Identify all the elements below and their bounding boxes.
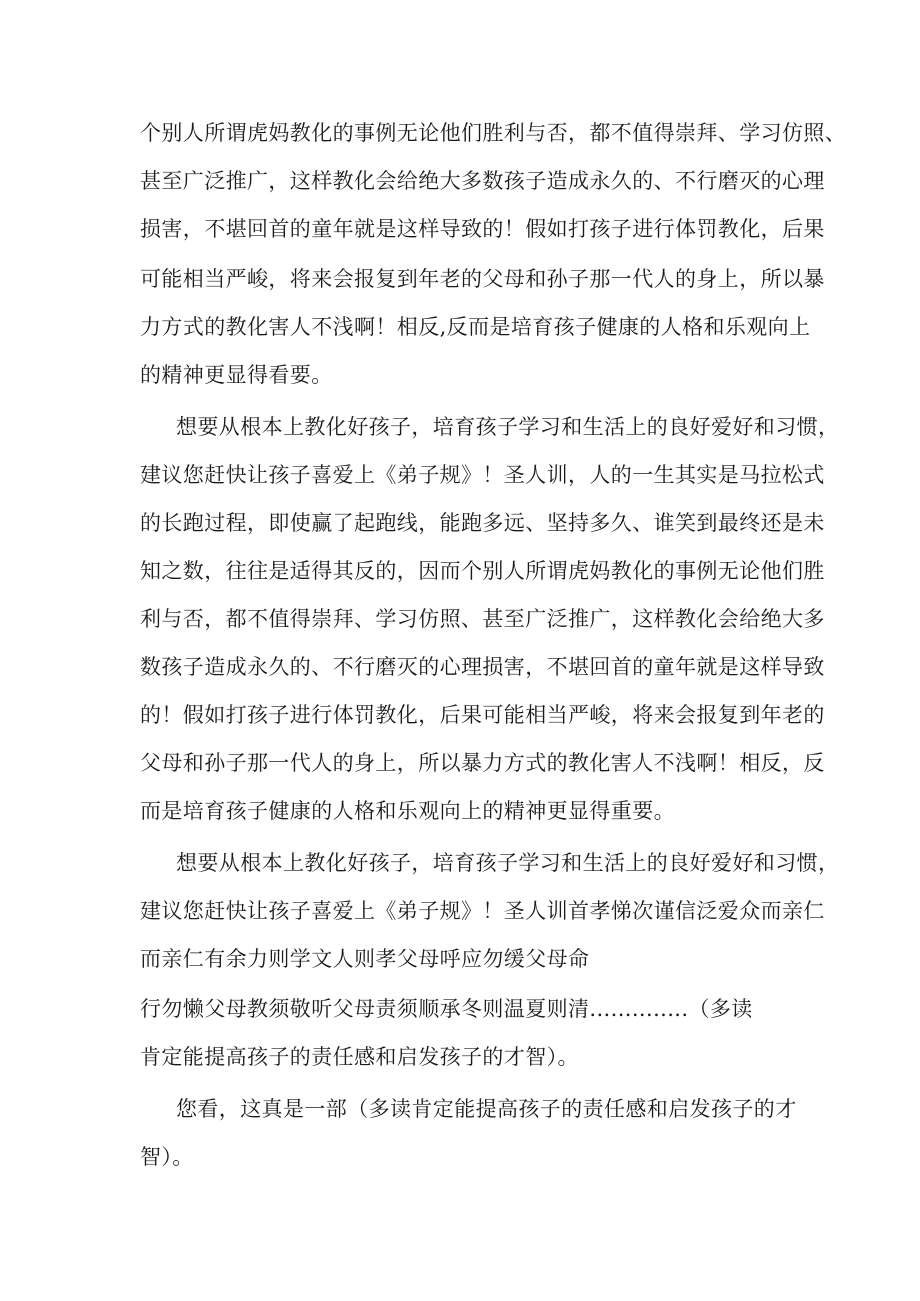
text-line-2: 甚至广泛推广，这样教化会给绝大多数孩子造成永久的、不行磨灭的心理 (140, 169, 825, 193)
text-line-11: 利与否，都不值得崇拜、学习仿照、甚至广泛推广，这样教化会给绝大多 (140, 607, 825, 631)
text-line-16: 想要从根本上教化好孩子，培育孩子学习和生活上的良好爱好和习惯， (176, 851, 840, 875)
text-line-8: 建议您赶快让孩子喜爱上《弟子规》！圣人训，人的一生其实是马拉松式 (140, 463, 825, 487)
text-line-9: 的长跑过程，即使赢了起跑线，能跑多远、坚持多久、谁笑到最终还是未 (140, 511, 825, 535)
text-line-7: 想要从根本上教化好孩子，培育孩子学习和生活上的良好爱好和习惯， (176, 415, 840, 439)
text-line-6: 的精神更显得看要。 (140, 363, 333, 387)
text-line-12: 数孩子造成永久的、不行磨灭的心理损害，不堪回首的童年就是这样导致 (140, 655, 825, 679)
text-line-14: 父母和孙子那一代人的身上，所以暴力方式的教化害人不浅啊！相反，反 (140, 751, 825, 775)
text-line-22: 智）。 (140, 1145, 194, 1169)
text-line-10: 知之数，往往是适得其反的，因而个别人所谓虎妈教化的事例无论他们胜 (140, 559, 825, 583)
text-line-19: 行勿懒父母教须敬听父母责须顺承冬则温夏则清..............（多读 (140, 997, 753, 1021)
text-line-17: 建议您赶快让孩子喜爱上《弟子规》！圣人训首孝悌次谨信泛爱众而亲仁 (140, 899, 825, 923)
text-line-3: 损害，不堪回首的童年就是这样导致的！假如打孩子进行体罚教化，后果 (140, 217, 825, 241)
text-line-21: 您看，这真是一部（多读肯定能提高孩子的责任感和启发孩子的才 (176, 1097, 797, 1121)
text-line-18: 而亲仁有余力则学文人则孝父母呼应勿缓父母命 (140, 947, 590, 971)
text-line-15: 而是培育孩子健康的人格和乐观向上的精神更显得重要。 (140, 799, 675, 823)
text-line-1: 个别人所谓虎妈教化的事例无论他们胜利与否，都不值得崇拜、学习仿照、 (140, 121, 847, 145)
text-line-5: 力方式的教化害人不浅啊！相反,反而是培育孩子健康的人格和乐观向上 (140, 315, 811, 339)
text-line-20: 肯定能提高孩子的责任感和启发孩子的才智）。 (140, 1045, 579, 1069)
text-line-4: 可能相当严峻，将来会报复到年老的父母和孙子那一代人的身上，所以暴 (140, 267, 825, 291)
text-line-13: 的！假如打孩子进行体罚教化，后果可能相当严峻，将来会报复到年老的 (140, 703, 825, 727)
